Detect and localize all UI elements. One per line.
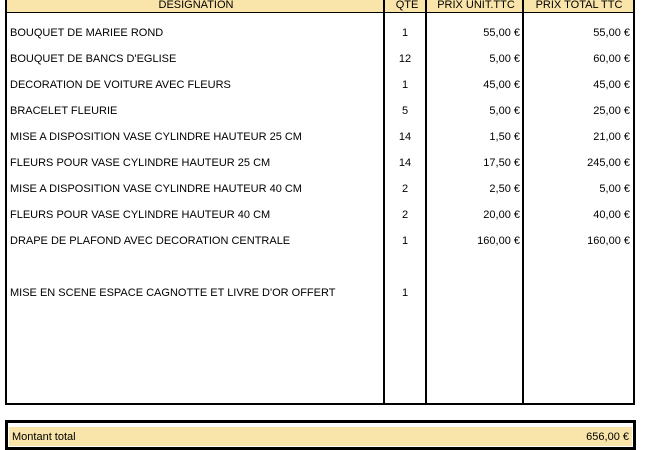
cell-designation: BOUQUET DE MARIEE ROND	[10, 27, 164, 39]
cell-total-price	[526, 280, 630, 306]
cell-unit-price: 2,50 €	[489, 183, 520, 195]
cell-qty: 14	[398, 157, 412, 169]
header-qty: QTE	[395, 0, 419, 11]
total-box	[5, 420, 636, 450]
cell-unit-price: 55,00 €	[483, 27, 520, 39]
table-row	[7, 202, 633, 228]
cell-designation: DRAPE DE PLAFOND AVEC DECORATION CENTRALE	[10, 235, 291, 247]
table-row	[7, 20, 633, 46]
cell-qty: 1	[401, 287, 409, 299]
cell-qty: 2	[401, 183, 409, 195]
header-unit-price: PRIX UNIT.TTC	[437, 0, 515, 11]
cell-total-price	[526, 254, 630, 280]
total-label: Montant total	[12, 431, 76, 443]
cell-designation: BOUQUET DE BANCS D'EGLISE	[10, 53, 177, 65]
table-row	[7, 150, 633, 176]
cell-unit-price	[428, 254, 520, 280]
cell-total-price: 55,00 €	[593, 27, 630, 39]
cell-total-price: 60,00 €	[593, 53, 630, 65]
quote-table	[5, 0, 635, 405]
cell-designation: FLEURS POUR VASE CYLINDRE HAUTEUR 25 CM	[10, 157, 271, 169]
table-row	[7, 98, 633, 124]
cell-qty: 1	[401, 27, 409, 39]
cell-unit-price: 160,00 €	[477, 235, 520, 247]
cell-designation: MISE A DISPOSITION VASE CYLINDRE HAUTEUR 40 CM	[10, 183, 302, 195]
cell-total-price: 5,00 €	[599, 183, 630, 195]
cell-total-price: 245,00 €	[587, 157, 630, 169]
table-row	[7, 72, 633, 98]
cell-designation: BRACELET FLEURIE	[10, 105, 118, 117]
cell-unit-price: 5,00 €	[489, 105, 520, 117]
table-row	[7, 46, 633, 72]
cell-qty: 12	[398, 53, 412, 65]
table-row	[7, 176, 633, 202]
cell-total-price: 21,00 €	[593, 131, 630, 143]
cell-total-price: 40,00 €	[593, 209, 630, 221]
cell-designation: MISE A DISPOSITION VASE CYLINDRE HAUTEUR 25 CM	[10, 131, 302, 143]
total-value: 656,00 €	[586, 431, 629, 443]
table-header	[7, 0, 633, 13]
table-row	[7, 124, 633, 150]
cell-unit-price: 17,50 €	[483, 157, 520, 169]
cell-qty: 1	[401, 235, 409, 247]
cell-qty: 5	[401, 105, 409, 117]
cell-designation	[10, 254, 380, 280]
cell-designation: FLEURS POUR VASE CYLINDRE HAUTEUR 40 CM	[10, 209, 271, 221]
header-total-price: PRIX TOTAL TTC	[535, 0, 623, 11]
cell-qty: 14	[398, 131, 412, 143]
cell-total-price: 25,00 €	[593, 105, 630, 117]
cell-qty: 1	[401, 79, 409, 91]
cell-designation: DECORATION DE VOITURE AVEC FLEURS	[10, 79, 231, 91]
cell-unit-price	[428, 280, 520, 306]
header-designation: DESIGNATION	[158, 0, 234, 11]
table-row	[7, 254, 633, 280]
cell-unit-price: 5,00 €	[489, 53, 520, 65]
cell-qty	[385, 254, 425, 280]
table-row	[7, 280, 633, 306]
total-background	[9, 427, 632, 446]
cell-total-price: 160,00 €	[587, 235, 630, 247]
cell-total-price: 45,00 €	[593, 79, 630, 91]
cell-unit-price: 1,50 €	[489, 131, 520, 143]
table-row	[7, 228, 633, 254]
cell-designation: MISE EN SCENE ESPACE CAGNOTTE ET LIVRE D'OR OFFERT	[10, 287, 336, 299]
cell-unit-price: 45,00 €	[483, 79, 520, 91]
cell-unit-price: 20,00 €	[483, 209, 520, 221]
cell-qty: 2	[401, 209, 409, 221]
